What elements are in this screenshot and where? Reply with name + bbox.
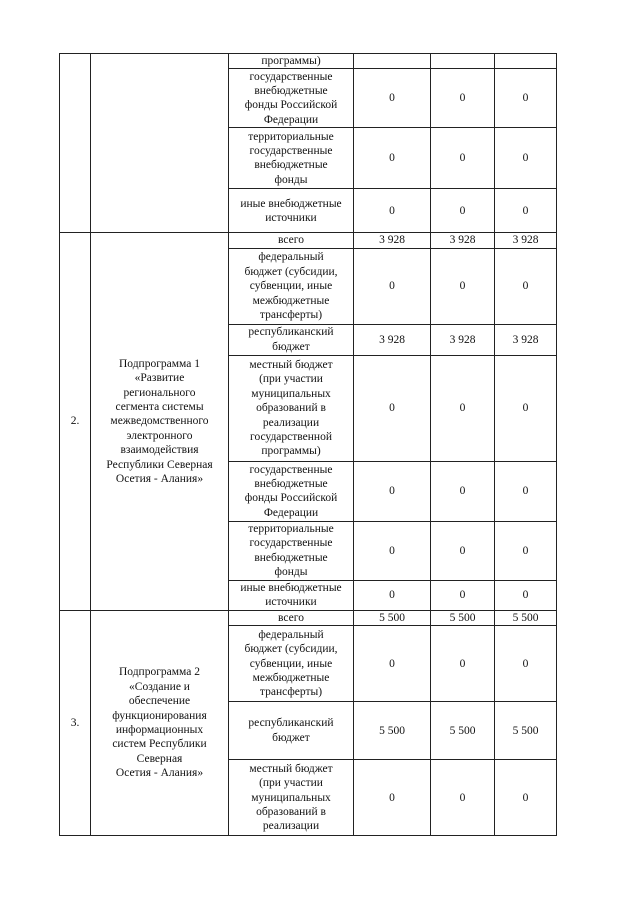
- value-cell-year3: 0: [495, 189, 557, 233]
- value-cell-year3: 0: [495, 521, 557, 580]
- value-cell-year1: 3 928: [354, 324, 431, 355]
- value-cell-year2: 5 500: [431, 702, 495, 760]
- program-name-cell: Подпрограмма 1 «Развитие регионального сегмента системы межведомственного электронного взаимодействия Республики Северная Осетия - Алания»: [91, 233, 229, 610]
- value-cell-year1: [354, 54, 431, 69]
- value-cell-year2: 0: [431, 248, 495, 324]
- value-cell-year3: 0: [495, 461, 557, 521]
- source-cell: всего: [229, 610, 354, 625]
- value-cell-year1: 0: [354, 248, 431, 324]
- value-cell-year3: 0: [495, 626, 557, 702]
- table-row: [60, 54, 557, 69]
- source-cell: федеральный бюджет (субсидии, субвенции, иные межбюджетные трансферты): [229, 248, 354, 324]
- source-cell: государственные внебюджетные фонды Российской Федерации: [229, 69, 354, 128]
- value-cell-year2: 0: [431, 461, 495, 521]
- source-cell: федеральный бюджет (субсидии, субвенции, иные межбюджетные трансферты): [229, 626, 354, 702]
- value-cell-year2: 0: [431, 626, 495, 702]
- table-row: [60, 233, 557, 248]
- value-cell-year1: 0: [354, 189, 431, 233]
- table-row: [60, 610, 557, 625]
- value-cell-year2: 0: [431, 189, 495, 233]
- value-cell-year2: [431, 54, 495, 69]
- row-number-cell: 3.: [60, 610, 91, 835]
- value-cell-year3: 0: [495, 760, 557, 836]
- value-cell-year2: 0: [431, 69, 495, 128]
- value-cell-year3: 0: [495, 69, 557, 128]
- source-cell: иные внебюджетные источники: [229, 580, 354, 610]
- program-name-cell: [91, 54, 229, 233]
- funding-table: [59, 53, 557, 836]
- value-cell-year1: 5 500: [354, 610, 431, 625]
- value-cell-year2: 3 928: [431, 233, 495, 248]
- value-cell-year2: 0: [431, 521, 495, 580]
- value-cell-year3: 0: [495, 128, 557, 189]
- value-cell-year1: 0: [354, 461, 431, 521]
- value-cell-year3: 5 500: [495, 610, 557, 625]
- value-cell-year1: 5 500: [354, 702, 431, 760]
- value-cell-year3: 5 500: [495, 702, 557, 760]
- value-cell-year2: 0: [431, 355, 495, 461]
- value-cell-year1: 0: [354, 128, 431, 189]
- value-cell-year2: 0: [431, 760, 495, 836]
- program-name-cell: Подпрограмма 2 «Создание и обеспечение функционирования информационных систем Республики Северная Осетия - Алания»: [91, 610, 229, 835]
- value-cell-year3: 0: [495, 355, 557, 461]
- source-cell: территориальные государственные внебюджетные фонды: [229, 128, 354, 189]
- value-cell-year3: 3 928: [495, 324, 557, 355]
- value-cell-year3: [495, 54, 557, 69]
- value-cell-year1: 0: [354, 626, 431, 702]
- value-cell-year1: 0: [354, 355, 431, 461]
- source-cell: республиканский бюджет: [229, 702, 354, 760]
- value-cell-year3: 3 928: [495, 233, 557, 248]
- row-number-cell: [60, 54, 91, 233]
- row-number-cell: 2.: [60, 233, 91, 610]
- value-cell-year3: 0: [495, 580, 557, 610]
- value-cell-year1: 0: [354, 760, 431, 836]
- value-cell-year2: 5 500: [431, 610, 495, 625]
- source-cell: государственные внебюджетные фонды Российской Федерации: [229, 461, 354, 521]
- value-cell-year2: 0: [431, 580, 495, 610]
- value-cell-year1: 0: [354, 580, 431, 610]
- value-cell-year2: 3 928: [431, 324, 495, 355]
- source-cell: всего: [229, 233, 354, 248]
- source-cell: территориальные государственные внебюджетные фонды: [229, 521, 354, 580]
- value-cell-year3: 0: [495, 248, 557, 324]
- source-cell: местный бюджет (при участии муниципальных образований в реализации государственной программы): [229, 355, 354, 461]
- value-cell-year1: 3 928: [354, 233, 431, 248]
- source-cell: республиканский бюджет: [229, 324, 354, 355]
- value-cell-year1: 0: [354, 69, 431, 128]
- source-cell: программы): [229, 54, 354, 69]
- value-cell-year2: 0: [431, 128, 495, 189]
- source-cell: иные внебюджетные источники: [229, 189, 354, 233]
- value-cell-year1: 0: [354, 521, 431, 580]
- source-cell: местный бюджет (при участии муниципальных образований в реализации: [229, 760, 354, 836]
